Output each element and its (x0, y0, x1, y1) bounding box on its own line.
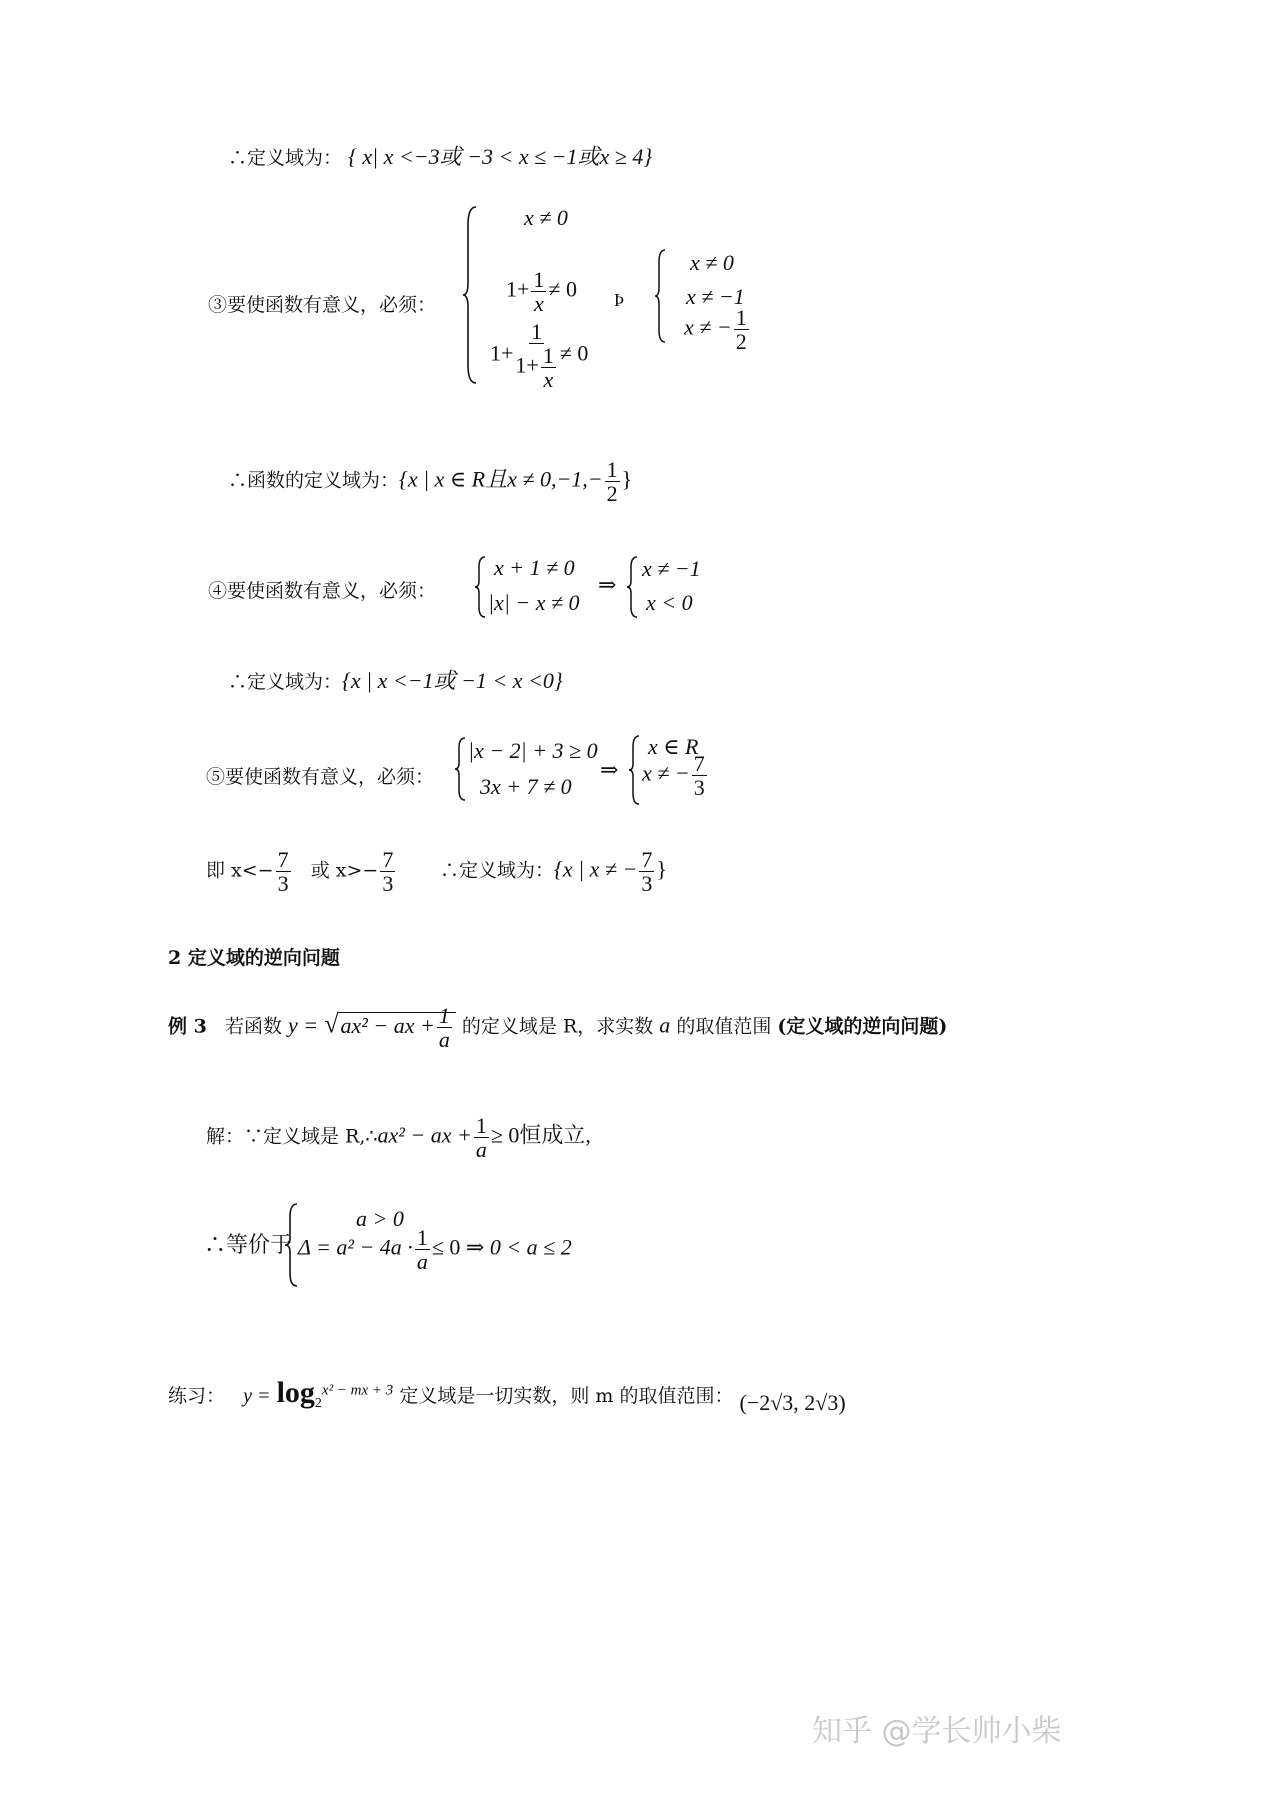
left-brace-icon (474, 555, 488, 619)
condition-3-1: x ≠ 0 (524, 205, 568, 230)
denominator: 3 (693, 775, 705, 801)
example-note: (定义域的逆向问题) (777, 1015, 948, 1038)
domain-prefix: ∴定义域为： (228, 147, 343, 169)
expr-part: ax² − ax + (340, 1012, 435, 1038)
left-brace-icon (654, 248, 668, 344)
practice-line (168, 1376, 846, 1415)
denominator: x (543, 367, 554, 393)
numerator: 7 (693, 751, 705, 776)
expr-part: 即 x<− (206, 859, 274, 882)
fraction (515, 320, 557, 391)
equiv-condition-2 (298, 1226, 572, 1273)
expr-part: x ≠ − (684, 314, 732, 340)
example-text: 若函数 (224, 1015, 282, 1038)
sqrt-icon: √ (324, 1009, 339, 1039)
result-4-1: x ≠ −1 (642, 556, 701, 581)
domain-result-line-1 (228, 140, 652, 171)
expr-part: 或 x>− (310, 859, 379, 882)
practice-answer: (−2√3, 2√3) (739, 1390, 846, 1415)
condition-3-3 (490, 320, 588, 391)
problem-4-label: ④要使函数有意义，必须： (208, 580, 437, 602)
result-4-2: x < 0 (646, 590, 693, 615)
expr-part: x ≠ − (642, 760, 690, 786)
problem-5-label: ⑤要使函数有意义，必须： (206, 766, 435, 788)
expr-part: ≥ 0恒成立, (490, 1122, 591, 1148)
denominator: a (475, 1137, 487, 1163)
denominator: 2 (606, 481, 618, 507)
practice-label: 练习： (168, 1385, 226, 1407)
domain-set: {x | x ≠ − (554, 856, 638, 882)
numerator: 1 (606, 457, 618, 482)
expr-part: y = (288, 1012, 319, 1038)
domain-prefix: ∴定义域为： (440, 859, 555, 882)
expr-part: 1+ (506, 276, 530, 302)
example-text: 的定义域是 R，求实数 (461, 1015, 654, 1038)
numerator: 7 (382, 847, 394, 872)
conclusion: ⇒ 0 < a ≤ 2 (465, 1234, 572, 1260)
denominator: 3 (382, 871, 394, 897)
denominator: 2 (735, 329, 747, 355)
numerator: 1 (438, 1003, 450, 1028)
log-symbol: log (276, 1376, 315, 1409)
domain-prefix: ∴定义域为： (228, 671, 343, 693)
fraction (541, 344, 556, 391)
numerator: 7 (277, 847, 289, 872)
numerator: 1 (533, 267, 545, 292)
fraction (437, 1004, 452, 1051)
fraction (639, 848, 654, 895)
variable: a (659, 1012, 671, 1038)
domain-result-line-5 (440, 848, 667, 895)
fraction (692, 752, 707, 799)
numerator: 7 (641, 847, 653, 872)
close-brace: } (621, 466, 633, 492)
condition-4-1: x + 1 ≠ 0 (494, 555, 575, 580)
expr-part: Δ = a² − 4a · (298, 1234, 413, 1260)
result-5-2 (642, 752, 709, 799)
denominator: 3 (277, 871, 289, 897)
denominator: x (534, 291, 544, 317)
denominator: 3 (641, 871, 653, 897)
expr-part: ≤ 0 (431, 1234, 461, 1260)
expr-part: y = (243, 1385, 271, 1407)
section-heading: 2 定义域的逆向问题 (168, 947, 340, 969)
numerator: 1 (475, 1113, 487, 1138)
fraction (734, 306, 749, 353)
implies-symbol: ⇒ (598, 572, 617, 597)
implies-symbol: ⇒ (600, 757, 619, 782)
log-base: 2 (314, 1395, 322, 1411)
close-brace: } (656, 856, 667, 882)
left-brace-icon (454, 736, 468, 802)
practice-text: 定义域是一切实数，则 m 的取值范围： (399, 1385, 734, 1407)
condition-5-1: |x − 2| + 3 ≥ 0 (468, 738, 598, 763)
expr-part: ax² − ax + (377, 1122, 472, 1148)
left-brace-icon (626, 555, 640, 619)
denominator: a (416, 1249, 428, 1275)
solution-line (206, 1114, 591, 1161)
expr-part: ≠ 0 (559, 340, 589, 366)
watermark: 知乎 @学长帅小柴 (812, 1714, 1062, 1749)
fraction (276, 848, 291, 895)
numerator: 1 (416, 1225, 428, 1250)
domain-result-line-4 (228, 664, 563, 695)
fraction (605, 458, 620, 505)
expr-part: ≠ 0 (548, 276, 577, 302)
expr-part: 解：∵定义域是 R,∴ (206, 1125, 378, 1148)
equivalence-label: ∴等价于 (204, 1233, 293, 1258)
radicand (338, 1003, 455, 1053)
left-brace-icon (462, 205, 480, 385)
domain-set: {x | x ∈ R且x ≠ 0,−1,− (399, 466, 603, 492)
expr-part: 1+ (515, 352, 539, 378)
fraction (415, 1226, 430, 1273)
log-argument: x² − mx + 3 (321, 1382, 394, 1399)
domain-set: {x | x <−1或 −1 < x <0} (342, 668, 563, 693)
left-brace-icon (628, 734, 642, 806)
numerator: 1 (735, 305, 747, 330)
denominator: a (438, 1027, 450, 1053)
numerator: 1 (531, 319, 543, 344)
domain-prefix: ∴函数的定义域为： (228, 469, 400, 492)
result-5-1: x ∈ R (648, 734, 699, 759)
domain-set: { x| x <−3或 −3 < x ≤ −1或x ≥ 4} (348, 144, 653, 169)
condition-3-2 (506, 268, 577, 315)
implies-symbol: Þ (614, 290, 625, 310)
example-label: 例 3 (168, 1015, 207, 1038)
example-3 (168, 1004, 947, 1051)
fraction (380, 848, 395, 895)
inequality-line (206, 848, 397, 895)
numerator: 1 (542, 343, 554, 369)
equiv-condition-1: a > 0 (356, 1206, 404, 1231)
result-3-3 (684, 306, 751, 353)
problem-3-label: ③要使函数有意义，必须： (208, 294, 437, 316)
fraction (474, 1114, 489, 1161)
expr-part: 1+ (490, 340, 514, 366)
result-3-1: x ≠ 0 (690, 250, 734, 275)
nested-denominator (515, 344, 557, 391)
condition-4-2: |x| − x ≠ 0 (488, 590, 580, 615)
domain-result-line-3 (228, 458, 632, 505)
condition-5-2: 3x + 7 ≠ 0 (480, 774, 572, 799)
fraction (531, 268, 546, 315)
result-3-2: x ≠ −1 (686, 284, 745, 309)
example-text: 的取值范围 (676, 1015, 772, 1038)
